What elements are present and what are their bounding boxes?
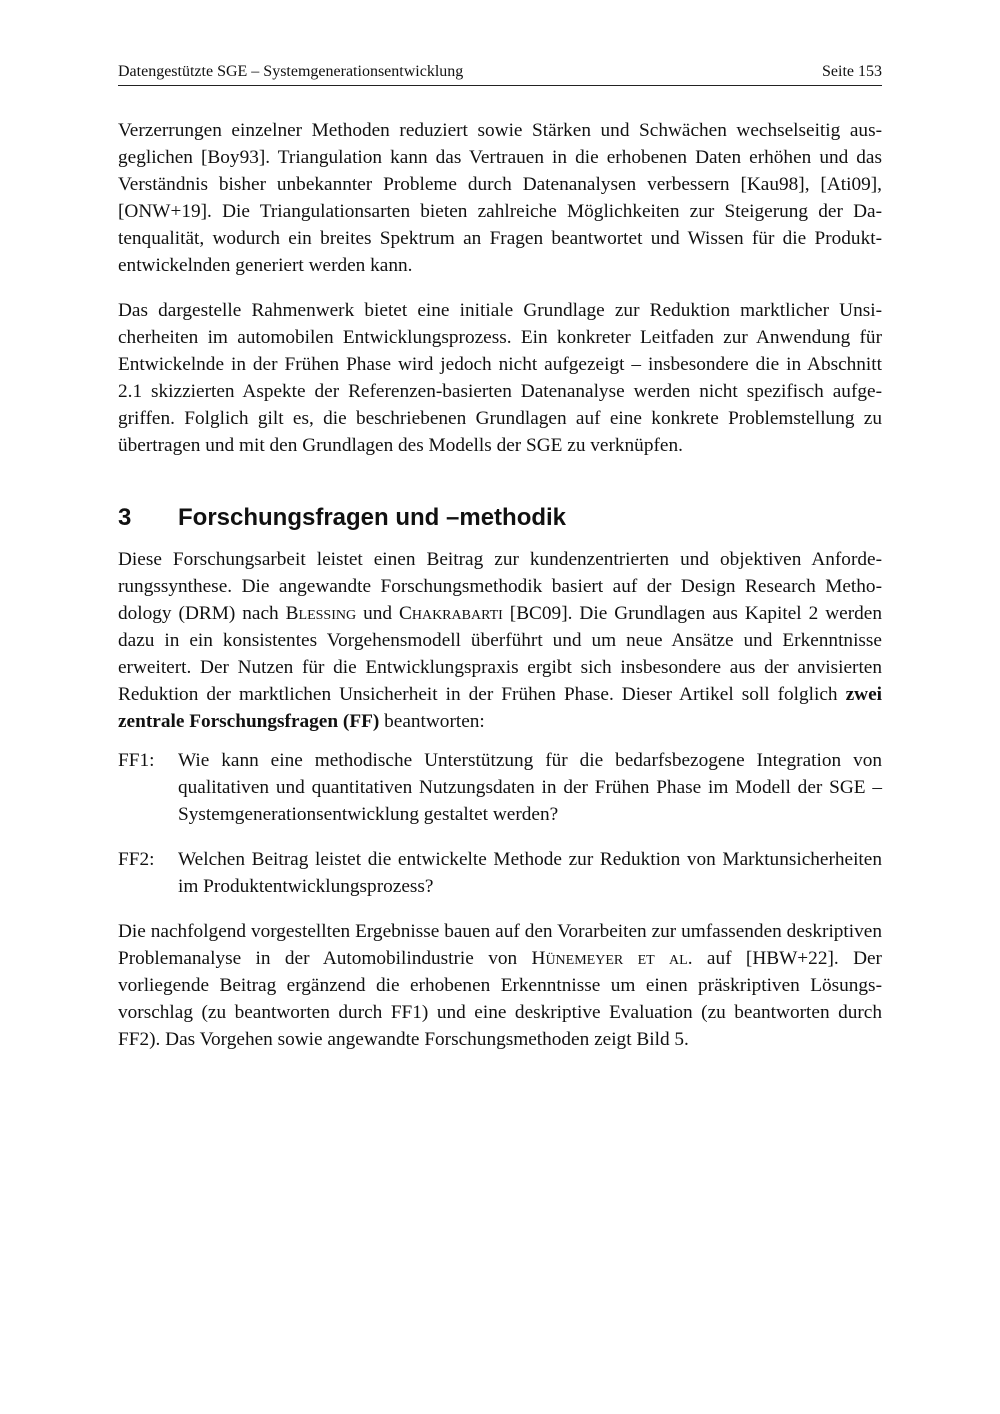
author-name: Blessing bbox=[285, 603, 357, 624]
author-name: Hünemeyer et al. bbox=[531, 948, 693, 969]
section-title: Forschungsfragen und –methodik bbox=[178, 504, 567, 531]
paragraph-results-text-1: Die nachfolgend vorgestellten Ergebnisse bauen auf den Vorarbeiten zur umfassenden deskriptiven Problemanalyse in der Automobilindustrie von bbox=[118, 921, 882, 969]
paragraph-results bbox=[118, 918, 882, 1053]
question-text: Welchen Beitrag leistet die entwickelte Methode zur Reduktion von Marktunsicherheiten im Produktentwicklungsprozess? bbox=[178, 849, 882, 897]
section-heading bbox=[118, 503, 882, 533]
question-text: Wie kann eine methodische Unterstützung für die bedarfsbezogene Integration von qualitativen und quantitativen Nutzungsdaten in der Frühen Phase im Modell der SGE – Systemgenerationsentwicklung gestaltet werden? bbox=[178, 750, 882, 825]
paragraph-framework: Das dargestelle Rahmenwerk bietet eine initiale Grundlage zur Reduktion marktlicher Unsicherheiten im automobilen Entwicklungsprozess. Ein konkreter Leitfaden zur Anwendung für Entwickelnde in der Frühen Phase wird jedoch nicht aufgezeigt – insbesondere die in Abschnitt 2.1 skizzierten Aspekte der Referenzen-basierten Datenanalyse werden nicht spezifisch aufgegriffen. Folglich gilt es, die beschriebenen Grundlagen auf eine konkrete Problemstellung zu übertragen und mit den Grundlagen des Modells der SGE zu verknüpfen. bbox=[118, 300, 882, 456]
paragraph-methodology-text-3: beantworten: bbox=[379, 711, 485, 732]
paragraph-methodology-text-1: Diese Forschungsarbeit leistet einen Beitrag zur kundenzentrierten und objektiven Anforderungssynthese. Die angewandte Forschungsmethodik basiert auf der Design Research Methodology (DRM) nach bbox=[118, 549, 882, 624]
question-label: FF2: bbox=[118, 849, 155, 870]
paragraph-methodology bbox=[118, 546, 882, 735]
page-number: Seite 153 bbox=[822, 63, 882, 80]
section-number: 3 bbox=[118, 504, 132, 531]
paragraph-results-text-2: auf [HBW+22]. Der vorliegende Beitrag ergänzend die erhobenen Erkenntnisse um einen präskriptiven Lösungsvorschlag (zu beantworten durch FF1) und eine deskriptive Evaluation (zu beantworten durch FF2). Das Vorgehen sowie angewandte Forschungsmethoden zeigt Bild 5. bbox=[118, 948, 882, 1050]
document-page bbox=[118, 62, 882, 1053]
paragraph-triangulation: Verzerrungen einzelner Methoden reduziert sowie Stärken und Schwächen wechselseitig ausgeglichen [Boy93]. Triangulation kann das Vertrauen in die erhobenen Daten erhöhen und das Verständnis bisher unbekannter Probleme durch Datenanalysen verbessern [Kau98], [Ati09], [ONW+19]. Die Triangulationsarten bieten zahlreiche Möglichkeiten zur Steigerung der Datenqualität, wodurch ein breites Spektrum an Fragen beantwortet und Wissen für die Produktentwickelnden generiert werden kann. bbox=[118, 120, 882, 276]
question-label: FF1: bbox=[118, 750, 155, 771]
research-question-ff2 bbox=[118, 846, 882, 900]
conjunction-text: und bbox=[356, 603, 399, 624]
header-title: Datengestützte SGE – Systemgenerationsentwicklung bbox=[118, 63, 464, 80]
paragraph-methodology-text-2: [BC09]. Die Grundlagen aus Kapitel 2 werden dazu in ein konsistentes Vorgehensmodell überführt und um neue Ansätze und Erkenntnisse erweitert. Der Nutzen für die Entwicklungspraxis ergibt sich insbesondere aus der anvisierten Reduktion der marktlichen Unsicherheit in der Frühen Phase. Dieser Artikel soll folglich bbox=[118, 603, 883, 705]
running-header bbox=[118, 62, 882, 86]
research-question-ff1 bbox=[118, 747, 882, 828]
author-name: Chakrabarti bbox=[398, 603, 503, 624]
bold-emphasis: zwei zentrale Forschungsfragen (FF) bbox=[118, 684, 882, 732]
